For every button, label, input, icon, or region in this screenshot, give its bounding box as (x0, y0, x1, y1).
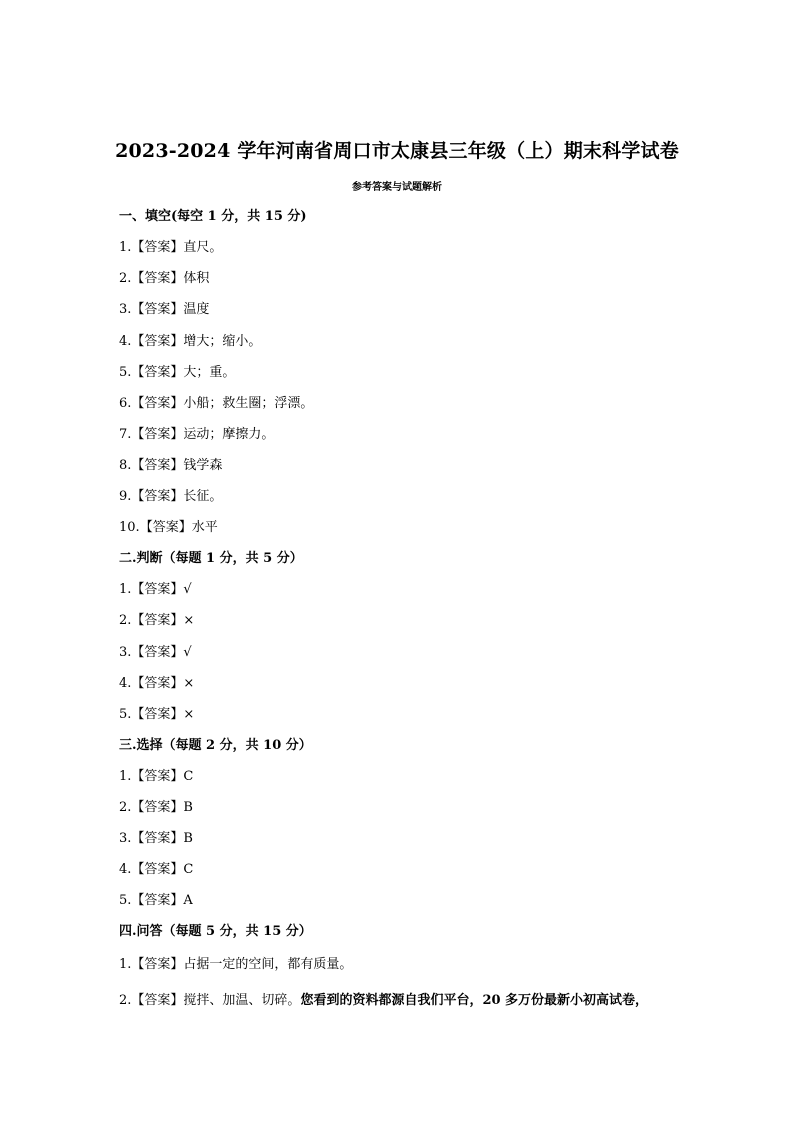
answer-line: 2.【答案】体积 (119, 271, 210, 286)
answer-line: 5.【答案】大；重。 (119, 365, 236, 380)
document-title: 2023-2024 学年河南省周口市太康县三年级（上）期末科学试卷 (115, 140, 679, 162)
answer-line: 6.【答案】小船；救生圈；浮漂。 (119, 396, 314, 411)
answer-line: 2.【答案】× (119, 613, 195, 628)
answer-line: 1.【答案】C (119, 769, 194, 784)
answer-line: 10.【答案】水平 (119, 520, 218, 535)
answer-line: 7.【答案】运动；摩擦力。 (119, 427, 275, 442)
answer-line: 1.【答案】√ (119, 582, 192, 597)
section-heading: 二.判断（每题 1 分，共 5 分） (119, 551, 303, 566)
section-heading: 三.选择（每题 2 分，共 10 分） (119, 738, 312, 753)
answer-line: 3.【答案】√ (119, 645, 192, 660)
answer-line: 1.【答案】直尺。 (119, 240, 223, 255)
answer-line: 2.【答案】B (119, 800, 193, 815)
answer-line: 4.【答案】增大；缩小。 (119, 334, 262, 349)
answer-line: 4.【答案】× (119, 676, 195, 691)
answer-line: 2.【答案】搅拌、加温、切碎。您看到的资料都源自我们平台，20 多万份最新小初高试卷， (119, 993, 649, 1008)
answer-line: 1.【答案】占据一定的空间，都有质量。 (119, 957, 353, 972)
section-heading: 四.问答（每题 5 分，共 15 分） (119, 924, 312, 939)
answer-line: 3.【答案】温度 (119, 302, 210, 317)
answer-line: 5.【答案】A (119, 893, 193, 908)
section-heading: 一、填空(每空 1 分，共 15 分) (119, 209, 307, 224)
answer-line: 4.【答案】C (119, 862, 194, 877)
answer-line: 8.【答案】钱学森 (119, 458, 223, 473)
answer-line: 3.【答案】B (119, 831, 193, 846)
document-subtitle: 参考答案与试题解析 (352, 182, 442, 193)
answer-line: 5.【答案】× (119, 707, 195, 722)
answer-line: 9.【答案】长征。 (119, 489, 223, 504)
watermark-text: 您看到的资料都源自我们平台，20 多万份最新小初高试卷， (300, 993, 649, 1008)
